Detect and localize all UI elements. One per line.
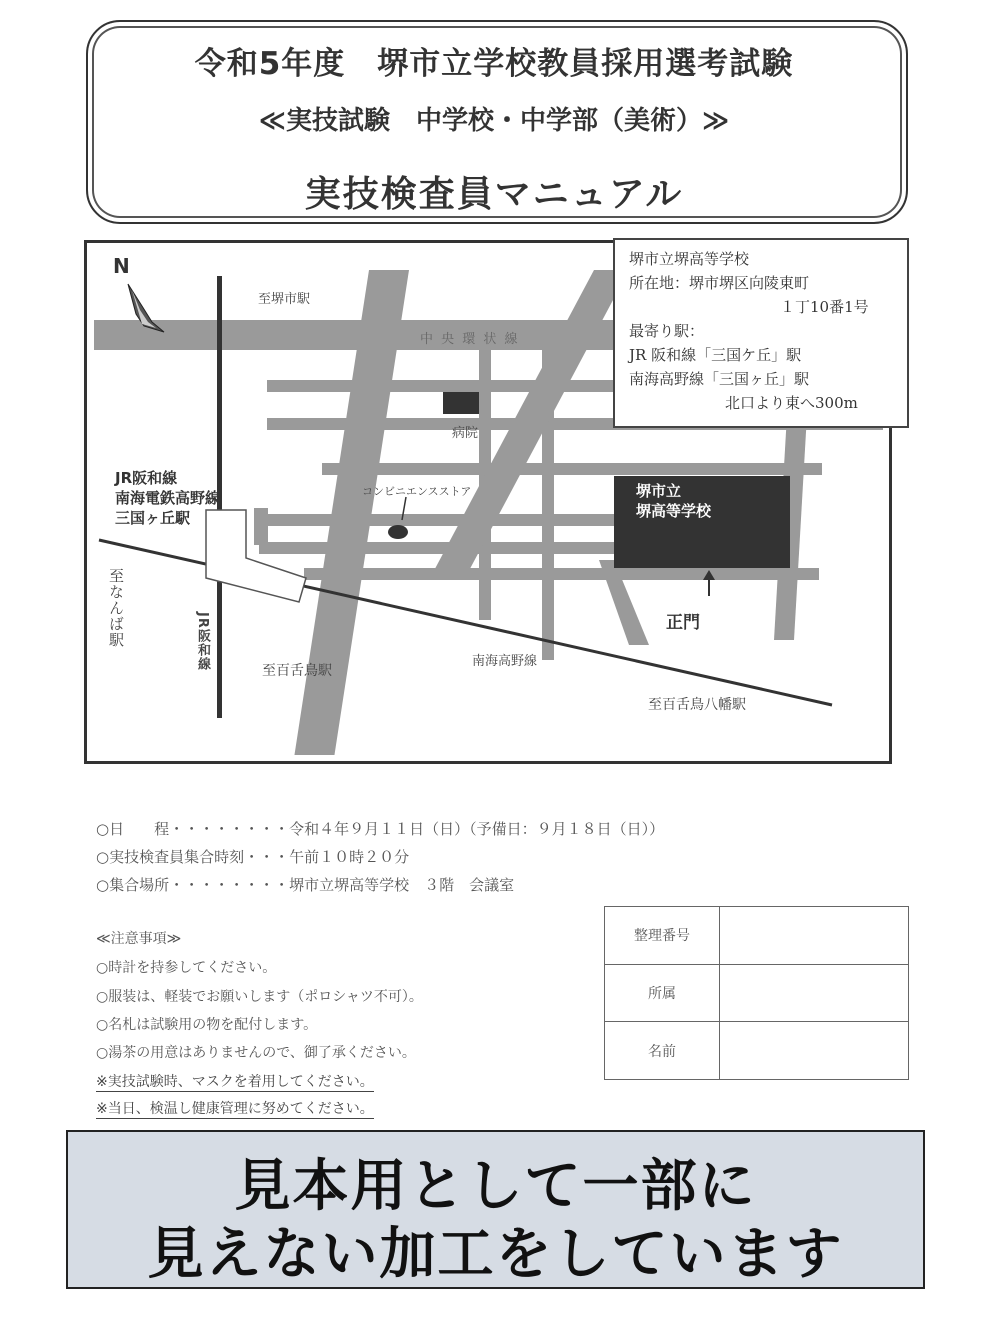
convenience-marker: [388, 525, 408, 539]
info-jr: JR 阪和線「三国ケ丘」駅: [629, 346, 802, 364]
label-jr-vertical: JR阪和線: [195, 612, 210, 671]
notes-heading: ≪注意事項≫: [96, 931, 182, 947]
info-school-name: 堺市立堺高等学校: [629, 250, 750, 268]
document-title: 令和5年度 堺市立学校教員採用選考試験: [194, 46, 794, 82]
reg-label-affiliation: 所属: [605, 964, 720, 1022]
reg-field-affiliation[interactable]: [720, 964, 909, 1022]
schedule-date: ○日 程・・・・・・・・令和４年９月１１日（日）（予備日：９月１８日（日））: [96, 820, 665, 838]
road-h3: [322, 463, 822, 475]
registration-table: [604, 906, 909, 1080]
label-station-3: 三国ヶ丘駅: [115, 509, 191, 527]
school-info-box: [613, 238, 909, 428]
reg-label-number: 整理番号: [605, 907, 720, 965]
schedule-time: ○実技検査員集合時刻・・・午前１０時２０分: [96, 848, 410, 866]
manual-title: 実技検査員マニュアル: [304, 174, 684, 215]
banner-line-1: 見本用として一部に: [234, 1154, 757, 1219]
hospital-marker: [443, 392, 479, 414]
note-item: ○服装は、軽装でお願いします（ポロシャツ不可）。: [96, 989, 423, 1005]
banner-line-2: 見えない加工をしています: [147, 1222, 844, 1287]
road-v-left: [254, 508, 268, 545]
reg-field-name[interactable]: [720, 1022, 909, 1080]
label-school-1: 堺市立: [636, 482, 682, 500]
info-address-1: 所在地：堺市堺区向陵東町: [629, 274, 810, 292]
label-convenience: コンビニエンスストア: [362, 485, 472, 498]
note-item: ○時計を持参してください。: [96, 960, 277, 976]
table-row: [605, 1022, 909, 1080]
sample-notice-banner: [66, 1130, 925, 1289]
label-to-namba: 至なんば駅: [107, 568, 125, 648]
label-hospital: 病院: [452, 426, 479, 441]
label-station-2: 南海電鉄高野線: [115, 489, 221, 507]
reg-label-name: 名前: [605, 1022, 720, 1080]
info-nankai: 南海高野線「三国ヶ丘」駅: [629, 370, 810, 388]
table-row: [605, 907, 909, 965]
reg-field-number[interactable]: [720, 907, 909, 965]
label-sakai-station: 至堺市駅: [258, 292, 311, 307]
note-item: ○湯茶の用意はありませんので、御了承ください。: [96, 1045, 416, 1061]
note-mask: ※実技試験時、マスクを着用してください。: [96, 1071, 374, 1092]
info-address-2: １丁10番1号: [780, 298, 869, 316]
note-item: ○名札は試験用の物を配付します。: [96, 1017, 318, 1033]
schedule-place: ○集合場所・・・・・・・・堺市立堺高等学校 ３階 会議室: [96, 876, 515, 894]
label-station-1: JR阪和線: [115, 469, 178, 487]
label-school-2: 堺高等学校: [636, 502, 712, 520]
document-subtitle: ≪実技試験 中学校・中学部（美術）≫: [258, 106, 730, 136]
info-nearest: 最寄り駅：: [629, 322, 705, 340]
label-main-gate: 正門: [666, 613, 700, 633]
label-nankai: 南海高野線: [472, 654, 538, 669]
table-row: [605, 964, 909, 1022]
label-mozu: 至百舌鳥駅: [262, 663, 332, 679]
info-exit: 北口より東へ300m: [725, 394, 858, 412]
note-health: ※当日、検温し健康管理に努めてください。: [96, 1098, 374, 1119]
compass-n-label: N: [113, 254, 130, 278]
road-h6: [304, 568, 819, 580]
label-mozu-hachiman: 至百舌鳥八幡駅: [648, 697, 746, 713]
label-chuo-kanjo: 中 央 環 状 線: [420, 332, 520, 347]
